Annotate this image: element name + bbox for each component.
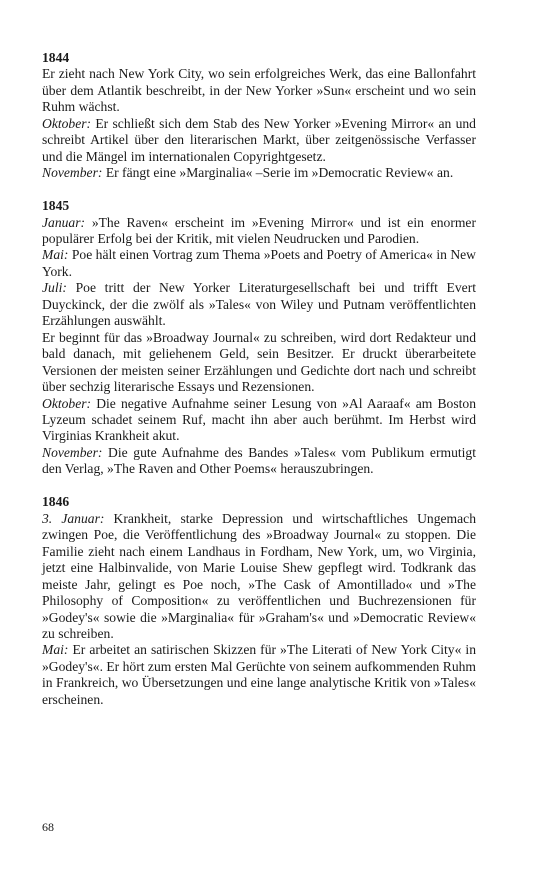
entry-date: Mai: [42,247,69,263]
chronology-entry: Mai: Poe hält einen Vortrag zum Thema »Poets and Poetry of America« in New York. [42,247,476,279]
entry-date: Mai: [42,642,69,658]
chronology-entry: November: Er fängt eine »Marginalia« –Serie im »Democratic Review« an. [42,165,454,181]
chronology-entry: Er zieht nach New York City, wo sein erfolgreiches Werk, das eine Ballonfahrt über dem Atlantik beschreibt, in der New Yorker »Sun« erscheint und wo sein Ruhm wächst. [42,66,476,115]
chronology-page [42,50,476,725]
chronology-entry: Juli: Poe tritt der New Yorker Literaturgesellschaft bei und trifft Evert Duyckinck, der die zwölf als »Tales« von Wiley und Putnam veröffentlichten Erzählungen auswählt. [42,280,476,329]
year-section-1844 [42,50,476,182]
year-heading: 1845 [42,198,70,214]
chronology-entry: Oktober: Er schließt sich dem Stab des New Yorker »Evening Mirror« an und schreibt Artikel über den literarischen Markt, über zeitgenössische Verfasser und die Mängel im internationalen Copyrightgesetz. [42,115,476,164]
year-section-1846 [42,494,476,708]
entry-date: 3. Januar: [42,510,105,526]
year-heading: 1844 [42,50,70,65]
chronology-entry: Mai: Er arbeitet an satirischen Skizzen für »The Literati of New York City« in »Godey's«. Er hört zum ersten Mal Gerüchte von seinem aufkommenden Ruhm in Frankreich, wo Übersetzungen und eine lange analytische Kritik von »Tales« erscheinen. [42,642,476,707]
entry-date: Januar: [42,214,86,230]
entry-date: Juli: [42,280,67,296]
entry-date: November: [42,165,103,181]
chronology-entry: November: Die gute Aufnahme des Bandes »Tales« vom Publikum ermutigt den Verlag, »The Raven and Other Poems« herauszubringen. [42,444,476,477]
page-number: 68 [42,820,54,834]
chronology-entry: Januar: »The Raven« erscheint im »Evening Mirror« und ist ein enormer populärer Erfolg bei der Kritik, mit vielen Neudrucken und Parodien. [42,214,476,247]
entry-date: November: [42,444,103,460]
entry-date: Oktober: [42,395,92,411]
entry-date: Oktober: [42,115,92,131]
chronology-entry: Er beginnt für das »Broadway Journal« zu schreiben, wird dort Redakteur und bald danach, mit geliehenem Geld, sein Besitzer. Er druckt überarbeitete Versionen der meisten seiner Erzählungen und Gedichte dort nach und schreibt über sechzig literarische Essays und Rezensionen. [42,329,476,395]
chronology-entry: Oktober: Die negative Aufnahme seiner Lesung von »Al Aaraaf« am Boston Lyzeum schadet seinem Ruf, macht ihn aber auch berühmt. Im Herbst wird Virginias Krankheit akut. [42,395,476,444]
year-section-1845 [42,198,476,478]
chronology-entry: 3. Januar: Krankheit, starke Depression und wirtschaftliches Ungemach zwingen Poe, die Veröffentlichung des »Broadway Journal« zu stoppen. Die Familie zieht nach einem Landhaus in Fordham, New York, um, wo Virginia, jetzt eine Halbinvalide, von Marie Louise Shew gepflegt wird. Todkrank das meiste Jahr, gelingt es Poe noch, »The Cask of Amontillado« und »The Philosophy of Composition« zu veröffentlichen und Buchrezensionen für »Godey's« sowie die »Marginalia« für »Graham's« und »Democratic Review« zu schreiben. [42,510,476,641]
year-heading: 1846 [42,494,70,510]
